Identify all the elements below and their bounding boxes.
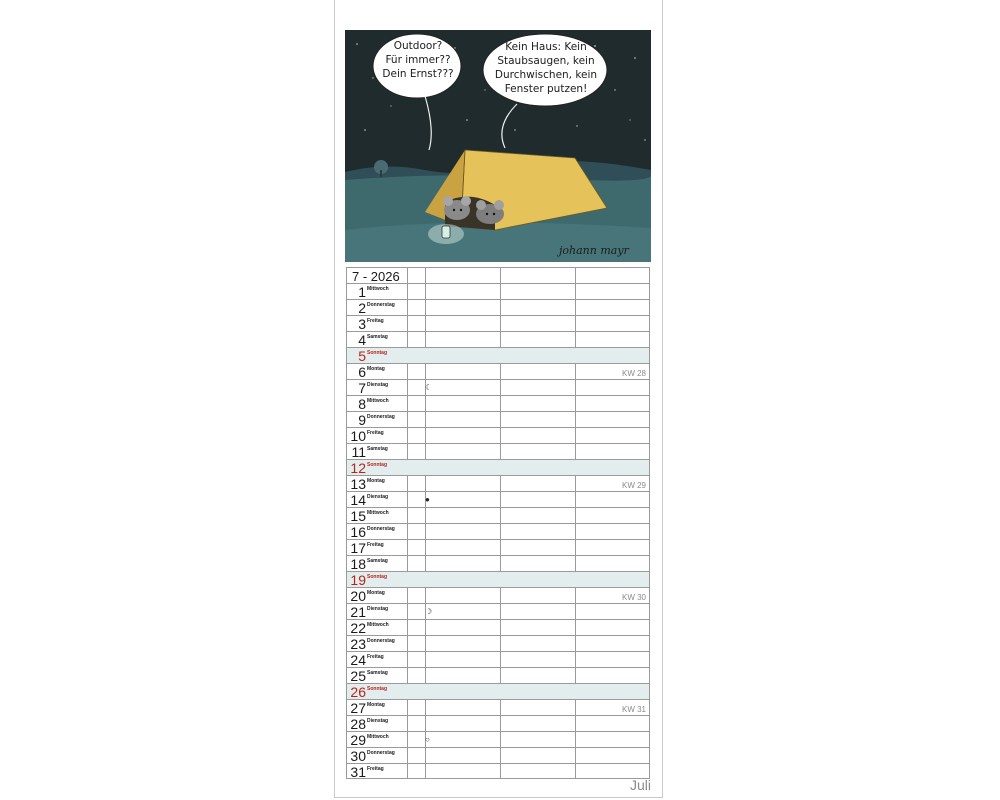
day-number: 1 [358, 284, 366, 300]
weekday-name: Freitag [367, 318, 384, 324]
weekday-name: Freitag [367, 430, 384, 436]
month-name-footer: Juli [630, 777, 652, 793]
calendar-week-label: KW 28 [621, 369, 646, 378]
day-row[interactable] [347, 284, 649, 300]
day-number: 8 [358, 396, 366, 412]
day-number: 14 [350, 492, 366, 508]
bubble-right-text [485, 40, 607, 96]
weekday-name: Dienstag [367, 718, 389, 724]
day-number: 31 [350, 764, 366, 780]
day-row[interactable] [347, 412, 649, 428]
month-year-label: 7 - 2026 [352, 269, 400, 284]
day-number: 28 [350, 716, 366, 732]
day-number: 15 [350, 508, 366, 524]
calendar-week-label: KW 30 [621, 593, 646, 602]
weekday-name: Samstag [367, 334, 388, 340]
day-number: 22 [350, 620, 366, 636]
moon-phase-icon: ☾ [425, 383, 433, 392]
day-row[interactable] [347, 492, 649, 508]
day-number: 30 [350, 748, 366, 764]
weekday-name: Dienstag [367, 494, 389, 500]
day-row[interactable] [347, 348, 649, 364]
day-row[interactable] [347, 508, 649, 524]
day-row[interactable] [347, 396, 649, 412]
weekday-name: Samstag [367, 446, 388, 452]
bubble-right-line: Durchwischen, kein [494, 69, 598, 81]
day-row[interactable] [347, 556, 649, 572]
artist-signature: johann mayr [559, 244, 629, 257]
weekday-name: Donnerstag [367, 526, 395, 532]
weekday-name: Sonntag [367, 350, 387, 356]
day-row[interactable] [347, 300, 649, 316]
day-row[interactable] [347, 764, 649, 780]
calendar-week-label: KW 29 [621, 481, 646, 490]
weekday-name: Donnerstag [367, 638, 395, 644]
bubble-left-line: Dein Ernst??? [382, 68, 454, 80]
moon-phase-icon: ● [425, 495, 430, 504]
weekday-name: Donnerstag [367, 302, 395, 308]
day-row[interactable] [347, 604, 649, 620]
day-row[interactable] [347, 540, 649, 556]
day-number: 4 [358, 332, 366, 348]
weekday-name: Mittwoch [367, 510, 389, 516]
weekday-name: Mittwoch [367, 286, 389, 292]
day-number: 18 [350, 556, 366, 572]
weekday-name: Freitag [367, 654, 384, 660]
day-row[interactable] [347, 364, 649, 380]
day-number: 7 [358, 380, 366, 396]
day-row[interactable] [347, 684, 649, 700]
day-number: 6 [358, 364, 366, 380]
moon-phase-icon: ○ [425, 735, 430, 744]
day-number: 20 [350, 588, 366, 604]
day-row[interactable] [347, 748, 649, 764]
weekday-name: Samstag [367, 670, 388, 676]
day-number: 11 [351, 444, 366, 460]
bubble-right-line: Fenster putzen! [504, 83, 588, 95]
day-row[interactable] [347, 588, 649, 604]
bubble-left-line: Für immer?? [385, 54, 451, 66]
bubble-left-text [375, 39, 461, 81]
day-number: 5 [358, 348, 366, 364]
day-number: 27 [350, 700, 366, 716]
day-row[interactable] [347, 428, 649, 444]
weekday-name: Mittwoch [367, 734, 389, 740]
day-row[interactable] [347, 732, 649, 748]
day-number: 23 [350, 636, 366, 652]
weekday-name: Donnerstag [367, 414, 395, 420]
day-number: 29 [350, 732, 366, 748]
day-row[interactable] [347, 332, 649, 348]
day-number: 25 [350, 668, 366, 684]
calendar-week-label: KW 31 [621, 705, 646, 714]
day-row[interactable] [347, 636, 649, 652]
bubble-left-line: Outdoor? [393, 40, 443, 52]
day-row[interactable] [347, 620, 649, 636]
weekday-name: Sonntag [367, 574, 387, 580]
day-row[interactable] [347, 668, 649, 684]
day-row[interactable] [347, 476, 649, 492]
day-number: 2 [358, 300, 366, 316]
bubble-right-line: Staubsaugen, kein [497, 55, 595, 67]
day-number: 19 [350, 572, 366, 588]
day-number: 24 [350, 652, 366, 668]
weekday-name: Dienstag [367, 382, 389, 388]
day-number: 9 [358, 412, 366, 428]
day-number: 13 [350, 476, 366, 492]
weekday-name: Montag [367, 478, 385, 484]
weekday-name: Montag [367, 590, 385, 596]
cartoon-illustration [345, 30, 651, 262]
day-row[interactable] [347, 716, 649, 732]
calendar-header [347, 268, 649, 284]
day-number: 16 [350, 524, 366, 540]
day-number: 21 [350, 604, 366, 620]
weekday-name: Sonntag [367, 462, 387, 468]
day-row[interactable] [347, 572, 649, 588]
weekday-name: Montag [367, 366, 385, 372]
weekday-name: Dienstag [367, 606, 389, 612]
calendar-grid [346, 267, 650, 779]
weekday-name: Sonntag [367, 686, 387, 692]
day-row[interactable] [347, 652, 649, 668]
day-number: 26 [350, 684, 366, 700]
day-row[interactable] [347, 380, 649, 396]
day-row[interactable] [347, 524, 649, 540]
weekday-name: Montag [367, 702, 385, 708]
moon-phase-icon: ☽ [425, 607, 433, 616]
day-number: 10 [350, 428, 366, 444]
day-number: 12 [350, 460, 366, 476]
day-row[interactable] [347, 444, 649, 460]
day-row[interactable] [347, 700, 649, 716]
weekday-name: Samstag [367, 558, 388, 564]
day-row[interactable] [347, 316, 649, 332]
day-number: 17 [350, 540, 366, 556]
day-number: 3 [358, 316, 366, 332]
weekday-name: Freitag [367, 542, 384, 548]
weekday-name: Mittwoch [367, 398, 389, 404]
weekday-name: Donnerstag [367, 750, 395, 756]
bubble-right-line: Kein Haus: Kein [505, 41, 587, 53]
weekday-name: Mittwoch [367, 622, 389, 628]
weekday-name: Freitag [367, 766, 384, 772]
day-row[interactable] [347, 460, 649, 476]
